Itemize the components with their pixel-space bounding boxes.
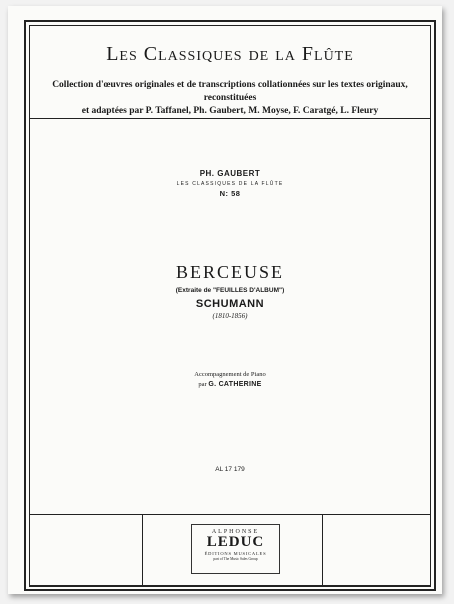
arranger-line [29, 381, 431, 388]
accompaniment-label: Accompagnement de Piano [194, 371, 266, 378]
accompaniment-block [29, 371, 431, 388]
publisher-logo-line-4: part of The Music Sales Group [213, 557, 258, 561]
score-cover-page [8, 6, 442, 594]
series-description [38, 79, 422, 118]
footer-divider-right [322, 514, 323, 586]
composer-dates: (1810-1856) [212, 312, 248, 320]
series-title: Les Classiques de la Flûte [106, 43, 354, 65]
catalog-number: AL 17 179 [215, 466, 245, 473]
composer-name: SCHUMANN [195, 298, 265, 310]
footer-divider-left [142, 514, 143, 586]
arranger-by: par [198, 381, 207, 388]
publisher-logo-line-3: ÉDITIONS MUSICALES [204, 551, 267, 556]
publisher-logo [191, 524, 280, 574]
collection-editor: PH. GAUBERT [199, 169, 261, 178]
collection-number: N: 58 [219, 189, 241, 198]
publisher-logo-line-2: LEDUC [206, 534, 265, 550]
collection-block [29, 169, 431, 198]
footer-divider-top [29, 514, 431, 515]
header-divider [29, 118, 431, 119]
series-description-line-1: Collection d'œuvres originales et de transcriptions collationnées sur les textes originaux, reconstituées [52, 80, 408, 103]
series-description-line-2: et adaptées par P. Taffanel, Ph. Gaubert, M. Moyse, F. Caratgé, L. Fleury [81, 106, 379, 116]
collection-series-name: LES CLASSIQUES DE LA FLÛTE [176, 181, 284, 187]
publisher-logo-line-1: ALPHONSE [211, 529, 260, 535]
footer-divider-bottom [29, 586, 431, 587]
arranger-name: G. CATHERINE [208, 381, 262, 388]
work-subtitle: (Extraite de "FEUILLES D'ALBUM") [175, 287, 285, 294]
work-block [29, 262, 431, 320]
work-title: BERCEUSE [175, 262, 284, 282]
